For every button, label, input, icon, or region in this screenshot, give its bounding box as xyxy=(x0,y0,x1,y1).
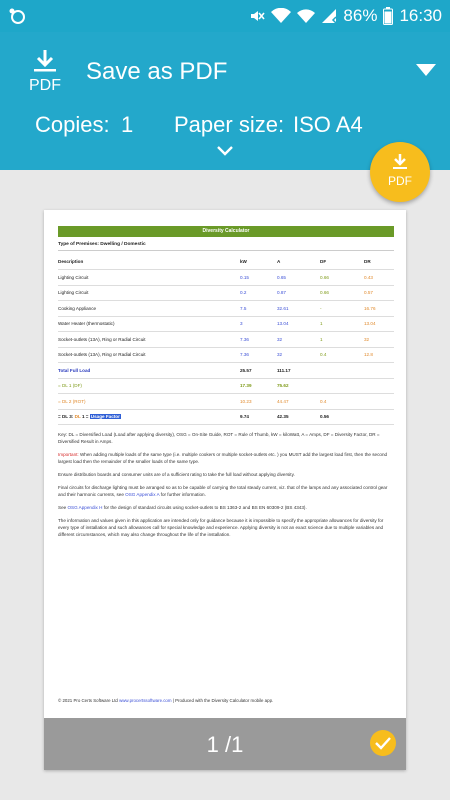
row-dr: 32 xyxy=(364,332,394,348)
row-df: 1 xyxy=(320,332,364,348)
final-text-end: for further information. xyxy=(159,492,206,497)
expand-options-chevron-icon[interactable] xyxy=(216,144,234,156)
row-df: - xyxy=(320,301,364,317)
row-kw: 0.2 xyxy=(240,285,277,301)
dl3-label: = DL 3: xyxy=(58,414,75,420)
important-label: Important: xyxy=(58,452,79,457)
row-df: 0.4 xyxy=(320,347,364,363)
row-description: Lighting Circuit xyxy=(58,285,240,301)
row-description: Cooking Appliance xyxy=(58,301,240,317)
save-pdf-icon xyxy=(28,50,62,94)
document-footer xyxy=(58,698,273,703)
copies-label: Copies: xyxy=(35,112,110,137)
table-row xyxy=(58,301,394,317)
row-kw: 7.5 xyxy=(240,301,277,317)
total-kw: 25.57 xyxy=(240,363,277,379)
row-kw: 7.36 xyxy=(240,332,277,348)
page-selection-bar xyxy=(44,718,406,770)
dl1-label: = DL 1 xyxy=(58,383,73,389)
diversity-table xyxy=(58,254,394,425)
footer-text: | Produced with the Diversity Calculator mobile app. xyxy=(171,698,274,703)
dl1-row xyxy=(58,378,394,394)
footer-copyright: © 2021 Pro Certs Software Ltd xyxy=(58,698,120,703)
row-amps: 32.61 xyxy=(277,301,320,317)
row-dr: 16.76 xyxy=(364,301,394,317)
dl3-kw: 9.74 xyxy=(240,409,277,425)
row-df: 0.66 xyxy=(320,285,364,301)
wifi-icon xyxy=(297,8,315,24)
column-header: DR xyxy=(364,254,394,270)
dl1-amps: 75.62 xyxy=(277,378,320,394)
dl2-row xyxy=(58,394,394,410)
status-bar xyxy=(0,0,450,32)
printer-dropdown-icon[interactable] xyxy=(416,64,436,78)
column-header: DF xyxy=(320,254,364,270)
paper-size-label: Paper size: xyxy=(174,112,285,137)
total-label: Total Full Load xyxy=(58,363,240,379)
osg-appendix-h-link[interactable]: OSG Appendix H xyxy=(67,505,103,510)
page-preview[interactable] xyxy=(44,210,406,770)
important-paragraph xyxy=(58,451,394,465)
see-paragraph xyxy=(58,504,394,511)
table-row xyxy=(58,270,394,286)
dl2-df: 0.4 xyxy=(320,394,364,410)
row-df: 0.66 xyxy=(320,270,364,286)
row-amps: 32 xyxy=(277,347,320,363)
row-dr: 13.04 xyxy=(364,316,394,332)
dl3-mid: 1 = xyxy=(80,414,90,420)
row-amps: 32 xyxy=(277,332,320,348)
table-row xyxy=(58,347,394,363)
row-amps: 13.04 xyxy=(277,316,320,332)
row-kw: 7.36 xyxy=(240,347,277,363)
row-dr: 0.57 xyxy=(364,285,394,301)
dl2-suffix: (ROT) xyxy=(72,398,86,404)
column-header: A xyxy=(277,254,320,270)
see-text-end: for the design of standard circuits using socket-outlets to BS 1363-2 and BS EN 60309-2 (BS 4343). xyxy=(102,505,307,510)
row-description: Lighting Circuit xyxy=(58,270,240,286)
usage-factor-tag: Usage Factor xyxy=(90,414,120,420)
copies-input[interactable]: 1 xyxy=(121,112,134,137)
document-content xyxy=(58,226,394,538)
osg-appendix-a-link[interactable]: OSG Appendix A xyxy=(125,492,160,497)
row-dr: 12.8 xyxy=(364,347,394,363)
footer-link[interactable]: www.procertssoftware.com xyxy=(119,698,172,703)
dl1-suffix: (DF) xyxy=(72,383,82,389)
row-dr: 0.43 xyxy=(364,270,394,286)
row-description: Socket-outlets (13A), Ring or Radial Circuit xyxy=(58,332,240,348)
dl3-dl: DL xyxy=(74,414,81,420)
printer-select[interactable]: Save as PDF xyxy=(86,58,228,85)
row-amps: 0.87 xyxy=(277,285,320,301)
svg-text:PDF: PDF xyxy=(388,174,412,188)
total-amps: 111.17 xyxy=(277,363,320,379)
download-pdf-button[interactable] xyxy=(370,142,430,202)
page-counter: 1 /1 xyxy=(206,732,244,757)
table-row xyxy=(58,316,394,332)
table-header-row xyxy=(58,254,394,270)
info-paragraph: The information and values given in this application are intended only for guidance because it is impossible to specify the appropriate allowances for diversity for every type of installation and such allowances call for special knowledge and experience. Applying diversity is not an exact science due to multiple variables and different circumstances, which may also change throughout the life of the installation. xyxy=(58,518,384,537)
battery-icon xyxy=(383,7,393,25)
important-text: When adding multiple loads of the same type (i.e. multiple cookers or multiple socket-outlets etc. ) you MUST add the largest load first, then the second largest load then the remainder of the smaller loads of the same type. xyxy=(58,452,388,464)
dl3-df: 0.56 xyxy=(320,409,364,425)
premises-type: Type of Premises: Dwelling / Domestic xyxy=(58,242,394,251)
see-text: See xyxy=(58,505,68,510)
mute-icon xyxy=(249,8,265,24)
row-amps: 0.65 xyxy=(277,270,320,286)
signal-icon xyxy=(321,8,337,24)
dl1-kw: 17.39 xyxy=(240,378,277,394)
dl2-amps: 44.47 xyxy=(277,394,320,410)
row-kw: 0.15 xyxy=(240,270,277,286)
total-row xyxy=(58,363,394,379)
document-banner: Diversity Calculator xyxy=(58,226,394,237)
dl2-kw: 10.23 xyxy=(240,394,277,410)
key-paragraph: Key: DL = Diversified Load (Load after applying diversity), OSG = On-Site Guide, ROT = Rule of Thumb, kW = kiloWatt, A = Amps, DF = Diversity Factor, DR = Diversified Result in Amps. xyxy=(58,432,380,444)
table-row xyxy=(58,332,394,348)
paper-size-select[interactable]: ISO A4 xyxy=(293,112,363,137)
final-circuits-paragraph xyxy=(58,484,394,498)
column-header: kW xyxy=(240,254,277,270)
dl3-row xyxy=(58,409,394,425)
table-row xyxy=(58,285,394,301)
column-header: Description xyxy=(58,254,240,270)
dl2-label: = DL 2 xyxy=(58,398,73,404)
dl3-amps: 42.35 xyxy=(277,409,320,425)
final-text: Final circuits for discharge lighting must be arranged so as to be capable of carrying the total steady current, viz. that of the lamps and any associated control gear and their harmonic currents, see xyxy=(58,485,388,497)
row-kw: 3 xyxy=(240,316,277,332)
row-df: 1 xyxy=(320,316,364,332)
page-selected-check-icon[interactable] xyxy=(370,730,396,756)
sync-icon xyxy=(8,6,28,26)
svg-text:PDF: PDF xyxy=(29,77,61,94)
row-description: Socket-outlets (13A), Ring or Radial Circuit xyxy=(58,347,240,363)
ensure-paragraph: Ensure distribution boards and consumer units are of a sufficient rating to take the full load without applying diversity. xyxy=(58,472,295,477)
clock: 16:30 xyxy=(399,6,442,25)
wifi-calling-icon xyxy=(271,8,291,24)
row-description: Water Heater (thermostatic) xyxy=(58,316,240,332)
battery-percent: 86% xyxy=(343,6,378,25)
